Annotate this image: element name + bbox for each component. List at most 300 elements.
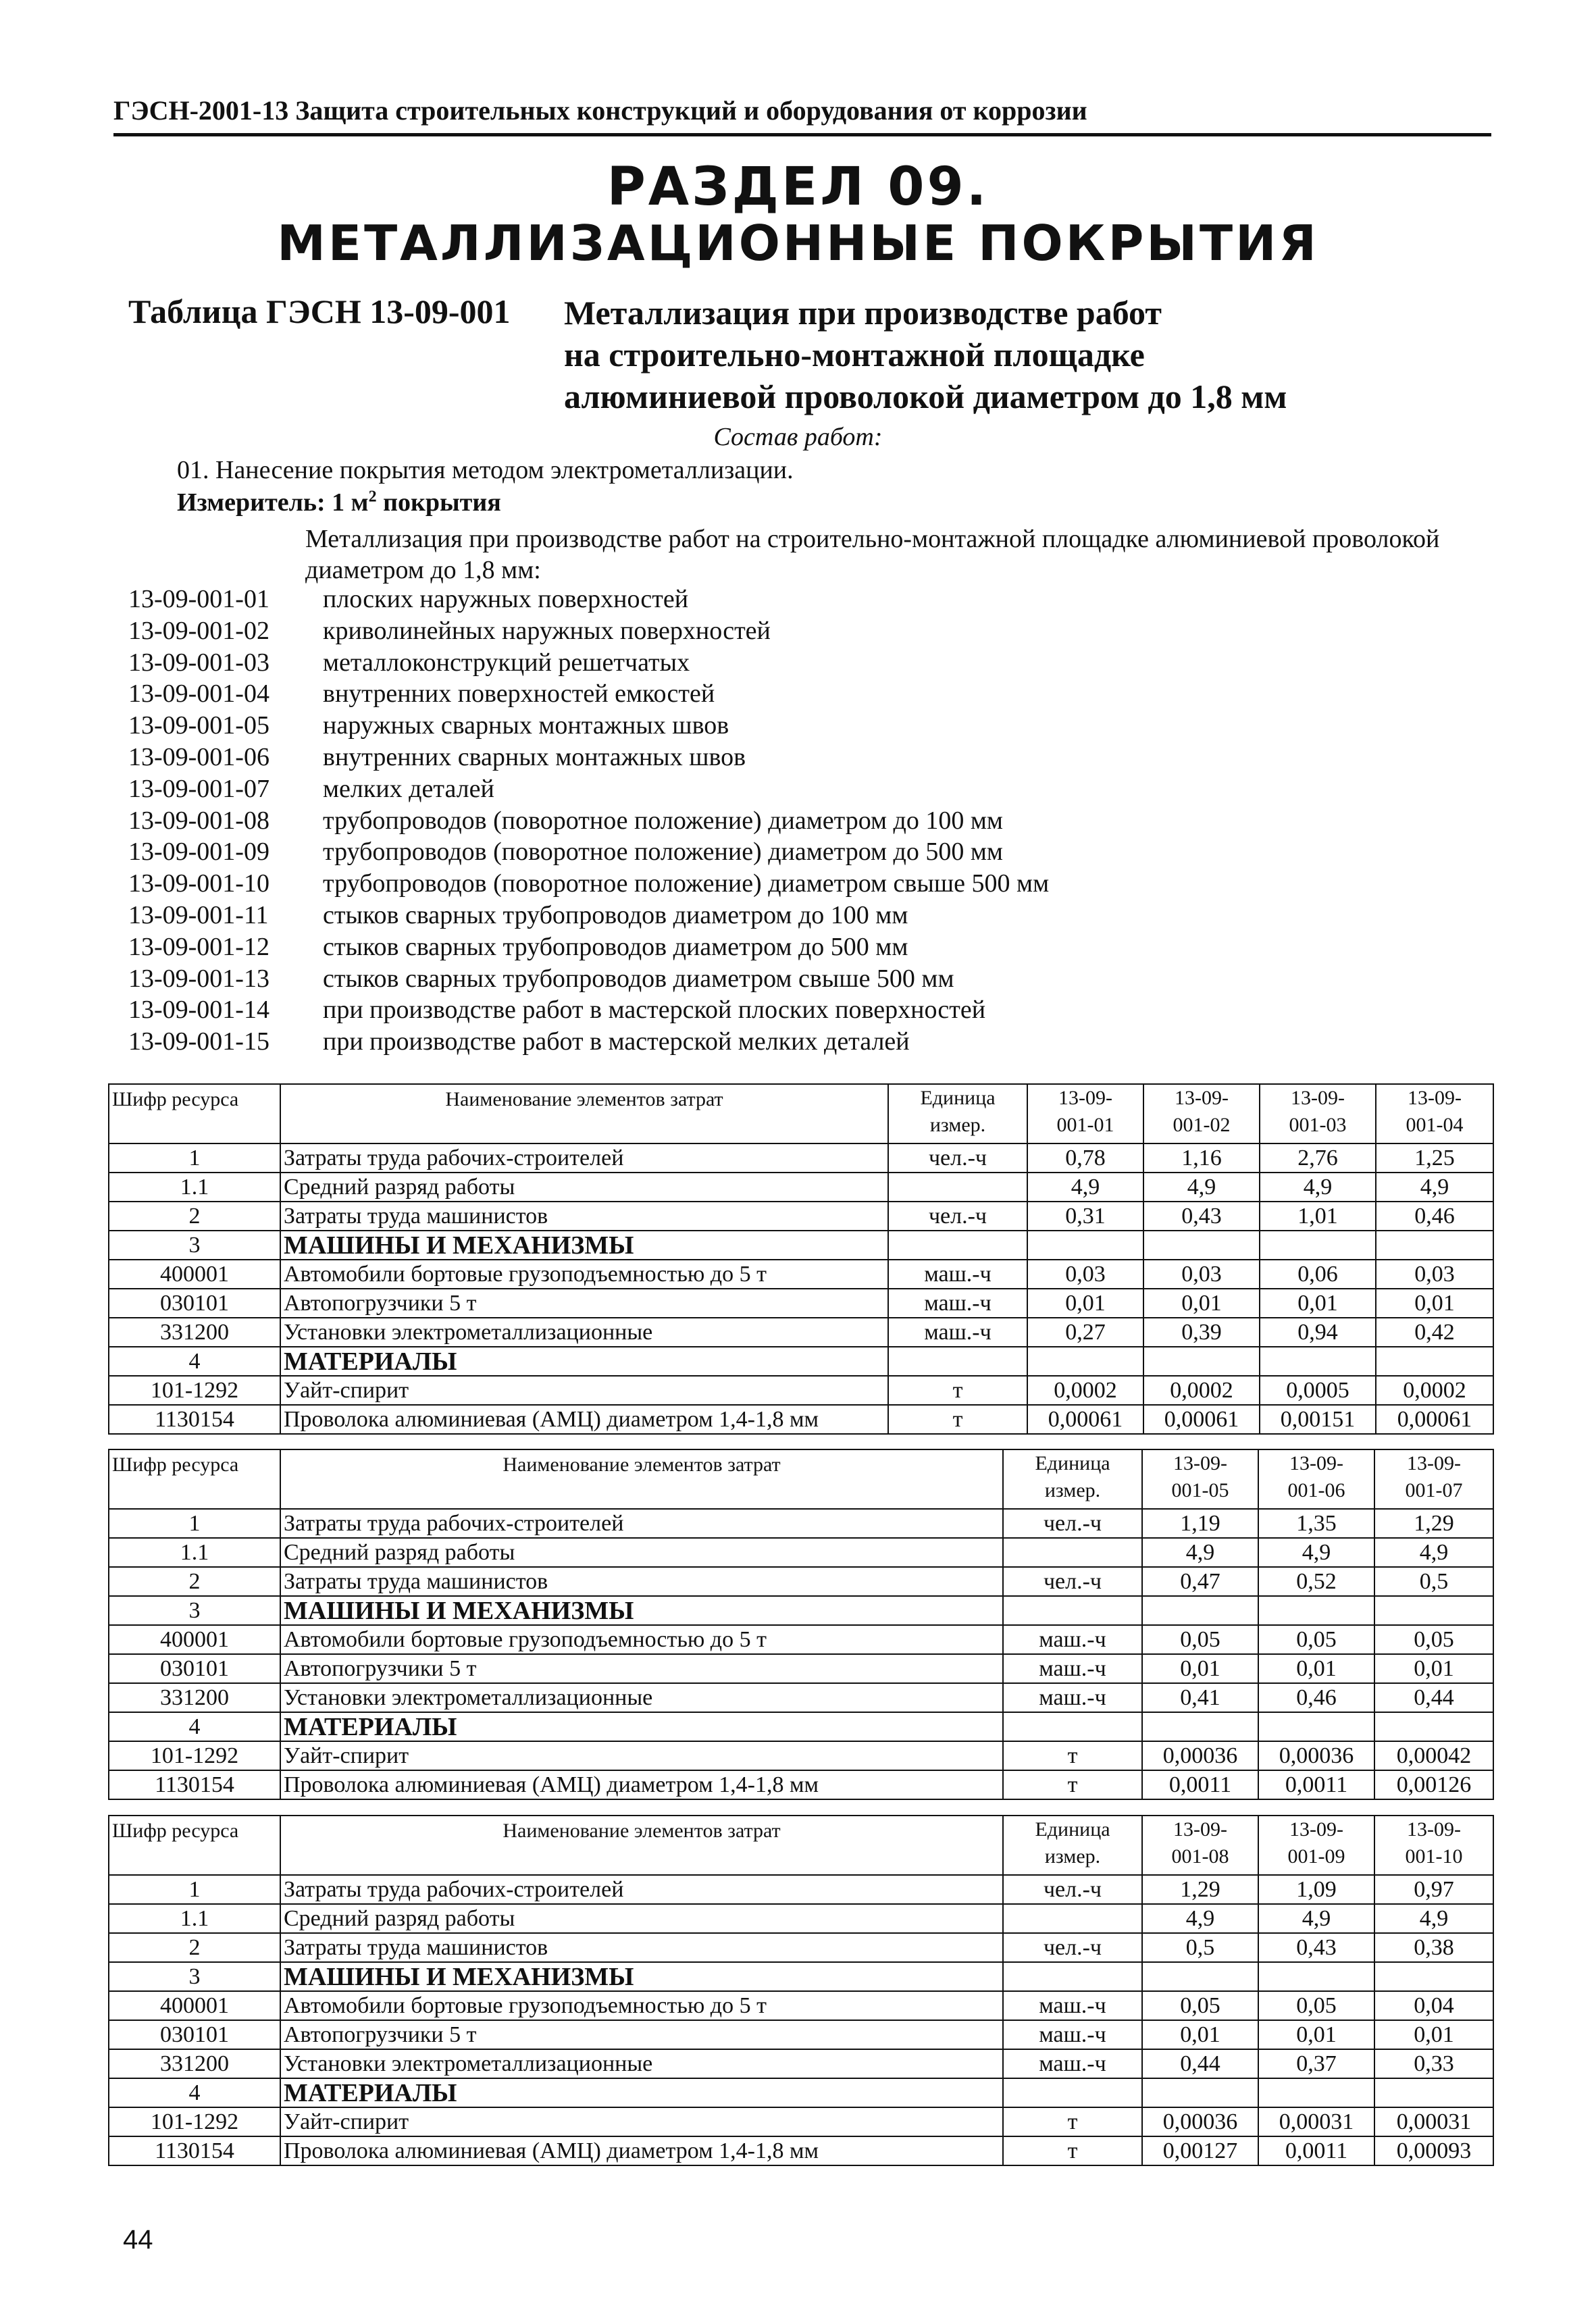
value-cell xyxy=(1027,1231,1143,1260)
unit-cell: т xyxy=(888,1376,1027,1405)
norm-code: 13-09-001-08 xyxy=(128,806,269,835)
resource-code: 1 xyxy=(109,1509,280,1538)
value-cell: 0,04 xyxy=(1374,1991,1493,2020)
resource-code: 400001 xyxy=(109,1260,280,1289)
value-cell: 0,27 xyxy=(1027,1318,1143,1347)
norm-description: трубопроводов (поворотное положение) диаметром до 100 мм xyxy=(323,806,1003,835)
value-cell: 4,9 xyxy=(1143,1173,1260,1202)
resource-code: 1 xyxy=(109,1143,280,1173)
norm-row xyxy=(128,868,1493,900)
unit-cell: маш.-ч xyxy=(1003,1625,1142,1654)
norm-description: стыков сварных трубопроводов диаметром до 500 мм xyxy=(323,932,908,961)
resource-name: Проволока алюминиевая (АМЦ) диаметром 1,4-1,8 мм xyxy=(280,2136,1003,2165)
value-cell: 0,00061 xyxy=(1376,1405,1493,1434)
value-cell: 1,25 xyxy=(1376,1143,1493,1173)
value-cell: 0,42 xyxy=(1376,1318,1493,1347)
unit-cell: маш.-ч xyxy=(1003,1683,1142,1712)
value-cell: 0,00036 xyxy=(1142,2107,1258,2136)
norm-code: 13-09-001-11 xyxy=(128,900,269,929)
resource-name: Средний разряд работы xyxy=(280,1904,1003,1933)
resource-code: 030101 xyxy=(109,1289,280,1318)
table-row xyxy=(109,2136,1493,2165)
header-norm-code-line: 13-09- xyxy=(1173,1452,1227,1474)
table-row xyxy=(109,1347,1493,1376)
header-norm-code xyxy=(1143,1084,1260,1143)
header-cost-element: Наименование элементов затрат xyxy=(280,1816,1003,1875)
unit-cell: чел.-ч xyxy=(1003,1875,1142,1904)
value-cell: 1,16 xyxy=(1143,1143,1260,1173)
table-row xyxy=(109,1202,1493,1231)
header-resource-code: Шифр ресурса xyxy=(109,1084,280,1143)
resource-name: Уайт-спирит xyxy=(280,1376,888,1405)
unit-cell xyxy=(888,1347,1027,1376)
resource-name: Уайт-спирит xyxy=(280,2107,1003,2136)
unit-cell: маш.-ч xyxy=(888,1289,1027,1318)
resource-name: Затраты труда рабочих-строителей xyxy=(280,1509,1003,1538)
resource-code: 1130154 xyxy=(109,1770,280,1799)
value-cell: 0,00126 xyxy=(1374,1770,1493,1799)
value-cell: 0,0002 xyxy=(1143,1376,1260,1405)
unit-cell: маш.-ч xyxy=(1003,2020,1142,2049)
table-row xyxy=(109,1567,1493,1596)
value-cell xyxy=(1258,1712,1374,1741)
resource-name: Затраты труда рабочих-строителей xyxy=(280,1875,1003,1904)
value-cell: 0,0011 xyxy=(1258,1770,1374,1799)
value-cell: 0,00031 xyxy=(1258,2107,1374,2136)
table-row xyxy=(109,1376,1493,1405)
value-cell: 0,05 xyxy=(1374,1625,1493,1654)
header-unit-line: измер. xyxy=(929,1114,986,1136)
table-row xyxy=(109,1260,1493,1289)
norm-description: мелких деталей xyxy=(323,774,494,803)
resource-name: Проволока алюминиевая (АМЦ) диаметром 1,4-1,8 мм xyxy=(280,1770,1003,1799)
header-norm-code xyxy=(1376,1084,1493,1143)
value-cell: 0,43 xyxy=(1143,1202,1260,1231)
unit-cell: чел.-ч xyxy=(888,1202,1027,1231)
resource-code: 331200 xyxy=(109,1683,280,1712)
norm-description: при производстве работ в мастерской мелких деталей xyxy=(323,1027,910,1056)
value-cell: 0,00093 xyxy=(1374,2136,1493,2165)
resource-code: 1 xyxy=(109,1875,280,1904)
resource-code: 4 xyxy=(109,1712,280,1741)
value-cell: 0,52 xyxy=(1258,1567,1374,1596)
norm-description: трубопроводов (поворотное положение) диаметром до 500 мм xyxy=(323,838,1003,867)
value-cell: 0,38 xyxy=(1374,1933,1493,1962)
value-cell xyxy=(1142,1712,1258,1741)
value-cell: 0,0002 xyxy=(1376,1376,1493,1405)
table-code: Таблица ГЭСН 13-09-001 xyxy=(128,292,511,330)
norm-row xyxy=(128,742,1493,773)
table-row xyxy=(109,2078,1493,2107)
unit-cell: маш.-ч xyxy=(888,1318,1027,1347)
norm-row xyxy=(128,900,1493,931)
value-cell: 0,00042 xyxy=(1374,1741,1493,1770)
value-cell: 4,9 xyxy=(1142,1538,1258,1567)
value-cell: 0,33 xyxy=(1374,2049,1493,2078)
unit-cell: т xyxy=(1003,2136,1142,2165)
norm-row xyxy=(128,836,1493,868)
meter-tail: покрытия xyxy=(376,488,501,517)
resource-code: 400001 xyxy=(109,1625,280,1654)
header-cost-element: Наименование элементов затрат xyxy=(280,1449,1003,1509)
resource-name: Средний разряд работы xyxy=(280,1538,1003,1567)
value-cell: 0,5 xyxy=(1374,1567,1493,1596)
value-cell: 0,01 xyxy=(1142,2020,1258,2049)
header-norm-code-line: 001-05 xyxy=(1171,1479,1229,1501)
value-cell: 0,01 xyxy=(1143,1289,1260,1318)
header-norm-code-line: 001-06 xyxy=(1287,1479,1345,1501)
norm-code: 13-09-001-04 xyxy=(128,679,269,709)
value-cell xyxy=(1374,2078,1493,2107)
header-norm-code-line: 001-01 xyxy=(1056,1114,1114,1136)
value-cell: 0,0011 xyxy=(1142,1770,1258,1799)
table-row xyxy=(109,1991,1493,2020)
unit-cell xyxy=(1003,1962,1142,1991)
header-norm-code-line: 001-08 xyxy=(1171,1845,1229,1868)
resource-name: Средний разряд работы xyxy=(280,1173,888,1202)
unit-cell xyxy=(888,1173,1027,1202)
unit-cell: т xyxy=(1003,1741,1142,1770)
value-cell: 0,01 xyxy=(1142,1654,1258,1683)
value-cell: 4,9 xyxy=(1376,1173,1493,1202)
meter-label: Измеритель: 1 м xyxy=(177,488,369,517)
value-cell: 0,06 xyxy=(1260,1260,1376,1289)
norm-description: плоских наружных поверхностей xyxy=(323,585,689,613)
value-cell xyxy=(1258,1962,1374,1991)
table-row xyxy=(109,2020,1493,2049)
table-header-row xyxy=(109,1084,1493,1143)
resource-name: Установки электрометаллизационные xyxy=(280,1683,1003,1712)
table-row xyxy=(109,1173,1493,1202)
value-cell: 0,05 xyxy=(1258,1625,1374,1654)
table-row xyxy=(109,1904,1493,1933)
norm-description: стыков сварных трубопроводов диаметром свыше 500 мм xyxy=(323,964,954,993)
resource-table xyxy=(108,1815,1494,2166)
value-cell: 0,0002 xyxy=(1027,1376,1143,1405)
norm-row xyxy=(128,678,1493,710)
unit-cell xyxy=(1003,1538,1142,1567)
table-row xyxy=(109,1654,1493,1683)
norm-row xyxy=(128,615,1493,647)
meter-superscript: 2 xyxy=(368,488,377,506)
norm-code: 13-09-001-15 xyxy=(128,1027,269,1056)
unit-cell: маш.-ч xyxy=(1003,1654,1142,1683)
norm-description: внутренних поверхностей емкостей xyxy=(323,679,715,709)
norm-description: наружных сварных монтажных швов xyxy=(323,711,729,740)
table-row xyxy=(109,1683,1493,1712)
resource-code: 1.1 xyxy=(109,1173,280,1202)
value-cell: 0,01 xyxy=(1374,1654,1493,1683)
value-cell: 0,01 xyxy=(1374,2020,1493,2049)
value-cell: 0,39 xyxy=(1143,1318,1260,1347)
header-norm-code xyxy=(1142,1816,1258,1875)
resource-code: 3 xyxy=(109,1231,280,1260)
work-item: 01. Нанесение покрытия методом электрометаллизации. xyxy=(177,456,794,484)
value-cell: 1,01 xyxy=(1260,1202,1376,1231)
table-row xyxy=(109,1933,1493,1962)
section-name: МАШИНЫ И МЕХАНИЗМЫ xyxy=(280,1596,1003,1625)
value-cell: 2,76 xyxy=(1260,1143,1376,1173)
unit-cell: т xyxy=(1003,1770,1142,1799)
value-cell xyxy=(1258,1596,1374,1625)
resource-code: 2 xyxy=(109,1933,280,1962)
header-unit-line: Единица xyxy=(920,1087,996,1109)
value-cell xyxy=(1142,1596,1258,1625)
table-row xyxy=(109,1289,1493,1318)
header-norm-code-line: 13-09- xyxy=(1408,1087,1462,1109)
value-cell: 0,00061 xyxy=(1143,1405,1260,1434)
norm-row xyxy=(128,773,1493,805)
resource-code: 101-1292 xyxy=(109,2107,280,2136)
norm-code: 13-09-001-13 xyxy=(128,964,269,993)
value-cell: 0,94 xyxy=(1260,1318,1376,1347)
resource-code: 101-1292 xyxy=(109,1741,280,1770)
norm-code: 13-09-001-12 xyxy=(128,932,269,961)
value-cell: 1,29 xyxy=(1374,1509,1493,1538)
value-cell xyxy=(1143,1347,1260,1376)
resource-name: Автомобили бортовые грузоподъемностью до 5 т xyxy=(280,1991,1003,2020)
norm-row xyxy=(128,963,1493,995)
section-number: РАЗДЕЛ 09. xyxy=(607,157,989,217)
value-cell xyxy=(1258,2078,1374,2107)
norm-row xyxy=(128,1026,1493,1058)
table-row xyxy=(109,1405,1493,1434)
header-unit xyxy=(1003,1816,1142,1875)
norm-row xyxy=(128,647,1493,679)
resource-name: Установки электрометаллизационные xyxy=(280,1318,888,1347)
unit-cell: маш.-ч xyxy=(1003,2049,1142,2078)
section-name: МАТЕРИАЛЫ xyxy=(280,1347,888,1376)
header-norm-code-line: 13-09- xyxy=(1289,1452,1343,1474)
value-cell: 0,5 xyxy=(1142,1933,1258,1962)
value-cell: 0,01 xyxy=(1260,1289,1376,1318)
value-cell: 0,00036 xyxy=(1258,1741,1374,1770)
value-cell: 0,0005 xyxy=(1260,1376,1376,1405)
header-norm-code-line: 001-02 xyxy=(1173,1114,1231,1136)
header-resource-code: Шифр ресурса xyxy=(109,1449,280,1509)
caption-line: Металлизация при производстве работ xyxy=(564,294,1162,332)
value-cell: 0,00151 xyxy=(1260,1405,1376,1434)
norm-description: металлоконструкций решетчатых xyxy=(323,648,690,677)
header-norm-code xyxy=(1374,1449,1493,1509)
header-norm-code-line: 001-04 xyxy=(1406,1114,1464,1136)
resource-name: Затраты труда машинистов xyxy=(280,1202,888,1231)
meter-line xyxy=(177,488,501,517)
value-cell xyxy=(1374,1712,1493,1741)
resource-table xyxy=(108,1449,1494,1800)
norms-intro: Металлизация при производстве работ на строительно-монтажной площадке алюминиевой проволокой диаметром до 1,8 мм: xyxy=(305,525,1440,584)
header-norm-code xyxy=(1258,1816,1374,1875)
value-cell: 0,05 xyxy=(1258,1991,1374,2020)
header-unit-line: Единица xyxy=(1035,1452,1110,1474)
norm-row xyxy=(128,584,1493,615)
unit-cell: маш.-ч xyxy=(1003,1991,1142,2020)
header-norm-code-line: 13-09- xyxy=(1058,1087,1112,1109)
value-cell: 4,9 xyxy=(1027,1173,1143,1202)
resource-name: Затраты труда машинистов xyxy=(280,1567,1003,1596)
header-unit xyxy=(1003,1449,1142,1509)
value-cell: 0,37 xyxy=(1258,2049,1374,2078)
table-row xyxy=(109,1231,1493,1260)
resource-code: 4 xyxy=(109,2078,280,2107)
unit-cell: т xyxy=(888,1405,1027,1434)
norm-code: 13-09-001-09 xyxy=(128,838,269,867)
value-cell: 1,35 xyxy=(1258,1509,1374,1538)
norm-description: криволинейных наружных поверхностей xyxy=(323,616,771,645)
unit-cell xyxy=(1003,1712,1142,1741)
resource-name: Установки электрометаллизационные xyxy=(280,2049,1003,2078)
resource-code: 3 xyxy=(109,1962,280,1991)
resource-name: Автопогрузчики 5 т xyxy=(280,2020,1003,2049)
header-norm-code-line: 13-09- xyxy=(1407,1452,1461,1474)
header-norm-code-line: 001-10 xyxy=(1405,1845,1463,1868)
value-cell: 0,05 xyxy=(1142,1991,1258,2020)
section-name: МАШИНЫ И МЕХАНИЗМЫ xyxy=(280,1231,888,1260)
norm-row xyxy=(128,931,1493,963)
header-norm-code xyxy=(1258,1449,1374,1509)
caption-line: алюминиевой проволокой диаметром до 1,8 мм xyxy=(564,378,1287,415)
table-row xyxy=(109,1770,1493,1799)
value-cell: 0,03 xyxy=(1143,1260,1260,1289)
value-cell: 4,9 xyxy=(1374,1904,1493,1933)
resource-code: 101-1292 xyxy=(109,1376,280,1405)
page-number: 44 xyxy=(123,2225,153,2255)
value-cell xyxy=(1260,1347,1376,1376)
value-cell: 0,03 xyxy=(1376,1260,1493,1289)
value-cell: 4,9 xyxy=(1258,1904,1374,1933)
resource-name: Уайт-спирит xyxy=(280,1741,1003,1770)
resource-name: Затраты труда рабочих-строителей xyxy=(280,1143,888,1173)
table-caption xyxy=(564,292,1287,417)
header-norm-code xyxy=(1142,1449,1258,1509)
table-row xyxy=(109,1962,1493,1991)
resource-name: Автопогрузчики 5 т xyxy=(280,1654,1003,1683)
header-unit-line: измер. xyxy=(1044,1845,1101,1868)
value-cell: 4,9 xyxy=(1260,1173,1376,1202)
norm-code: 13-09-001-01 xyxy=(128,585,269,613)
value-cell xyxy=(1027,1347,1143,1376)
unit-cell xyxy=(1003,1596,1142,1625)
value-cell: 0,44 xyxy=(1374,1683,1493,1712)
table-row xyxy=(109,1509,1493,1538)
table-row xyxy=(109,1538,1493,1567)
value-cell: 0,05 xyxy=(1142,1625,1258,1654)
header-norm-code-line: 13-09- xyxy=(1175,1087,1229,1109)
resource-code: 4 xyxy=(109,1347,280,1376)
resource-name: Проволока алюминиевая (АМЦ) диаметром 1,4-1,8 мм xyxy=(280,1405,888,1434)
norm-row xyxy=(128,710,1493,742)
header-resource-code: Шифр ресурса xyxy=(109,1816,280,1875)
header-norm-code-line: 13-09- xyxy=(1289,1818,1343,1841)
header-norm-code-line: 13-09- xyxy=(1291,1087,1345,1109)
header-unit xyxy=(888,1084,1027,1143)
header-unit-line: Единица xyxy=(1035,1818,1110,1841)
value-cell: 1,19 xyxy=(1142,1509,1258,1538)
unit-cell xyxy=(888,1231,1027,1260)
value-cell: 0,00061 xyxy=(1027,1405,1143,1434)
value-cell xyxy=(1374,1962,1493,1991)
header-norm-code-line: 001-03 xyxy=(1289,1114,1347,1136)
resource-name: Затраты труда машинистов xyxy=(280,1933,1003,1962)
value-cell: 4,9 xyxy=(1258,1538,1374,1567)
value-cell: 0,31 xyxy=(1027,1202,1143,1231)
section-title: МЕТАЛЛИЗАЦИОННЫЕ ПОКРЫТИЯ xyxy=(277,215,1319,272)
header-norm-code-line: 001-07 xyxy=(1405,1479,1463,1501)
resource-code: 3 xyxy=(109,1596,280,1625)
unit-cell xyxy=(1003,1904,1142,1933)
norm-code: 13-09-001-02 xyxy=(128,616,269,645)
norms-list xyxy=(128,584,1493,1058)
resource-code: 1130154 xyxy=(109,1405,280,1434)
header-cost-element: Наименование элементов затрат xyxy=(280,1084,888,1143)
table-row xyxy=(109,1318,1493,1347)
resource-code: 1.1 xyxy=(109,1904,280,1933)
value-cell: 0,01 xyxy=(1027,1289,1143,1318)
norm-code: 13-09-001-10 xyxy=(128,869,269,898)
header-norm-code xyxy=(1260,1084,1376,1143)
resource-table xyxy=(108,1083,1494,1435)
header-unit-line: измер. xyxy=(1044,1479,1101,1501)
value-cell: 1,09 xyxy=(1258,1875,1374,1904)
table-row xyxy=(109,1741,1493,1770)
resource-code: 2 xyxy=(109,1202,280,1231)
value-cell: 0,43 xyxy=(1258,1933,1374,1962)
resource-name: Автопогрузчики 5 т xyxy=(280,1289,888,1318)
work-composition-label: Состав работ: xyxy=(713,423,883,451)
table-row xyxy=(109,2049,1493,2078)
resource-name: Автомобили бортовые грузоподъемностью до 5 т xyxy=(280,1260,888,1289)
norm-description: при производстве работ в мастерской плоских поверхностей xyxy=(323,996,986,1025)
value-cell: 4,9 xyxy=(1374,1538,1493,1567)
value-cell xyxy=(1374,1596,1493,1625)
value-cell: 0,01 xyxy=(1376,1289,1493,1318)
resource-code: 331200 xyxy=(109,1318,280,1347)
table-row xyxy=(109,2107,1493,2136)
norm-code: 13-09-001-05 xyxy=(128,711,269,740)
unit-cell: чел.-ч xyxy=(1003,1933,1142,1962)
running-head: ГЭСН-2001-13 Защита строительных конструкций и оборудования от коррозии xyxy=(113,95,1491,136)
norm-code: 13-09-001-07 xyxy=(128,774,269,803)
value-cell: 0,46 xyxy=(1258,1683,1374,1712)
value-cell: 0,0011 xyxy=(1258,2136,1374,2165)
value-cell: 0,47 xyxy=(1142,1567,1258,1596)
resource-code: 1130154 xyxy=(109,2136,280,2165)
value-cell: 4,9 xyxy=(1142,1904,1258,1933)
header-norm-code xyxy=(1027,1084,1143,1143)
value-cell: 0,00127 xyxy=(1142,2136,1258,2165)
value-cell xyxy=(1142,1962,1258,1991)
norm-description: трубопроводов (поворотное положение) диаметром свыше 500 мм xyxy=(323,869,1050,898)
resource-code: 400001 xyxy=(109,1991,280,2020)
value-cell: 0,41 xyxy=(1142,1683,1258,1712)
table-row xyxy=(109,1143,1493,1173)
section-name: МАТЕРИАЛЫ xyxy=(280,1712,1003,1741)
unit-cell: чел.-ч xyxy=(1003,1567,1142,1596)
resource-code: 2 xyxy=(109,1567,280,1596)
value-cell xyxy=(1142,2078,1258,2107)
value-cell: 0,03 xyxy=(1027,1260,1143,1289)
header-norm-code xyxy=(1374,1816,1493,1875)
value-cell xyxy=(1376,1231,1493,1260)
value-cell: 0,00036 xyxy=(1142,1741,1258,1770)
header-norm-code-line: 001-09 xyxy=(1287,1845,1345,1868)
value-cell: 0,44 xyxy=(1142,2049,1258,2078)
unit-cell: маш.-ч xyxy=(888,1260,1027,1289)
unit-cell: т xyxy=(1003,2107,1142,2136)
resource-code: 030101 xyxy=(109,1654,280,1683)
value-cell: 0,78 xyxy=(1027,1143,1143,1173)
norm-description: стыков сварных трубопроводов диаметром до 100 мм xyxy=(323,900,908,929)
